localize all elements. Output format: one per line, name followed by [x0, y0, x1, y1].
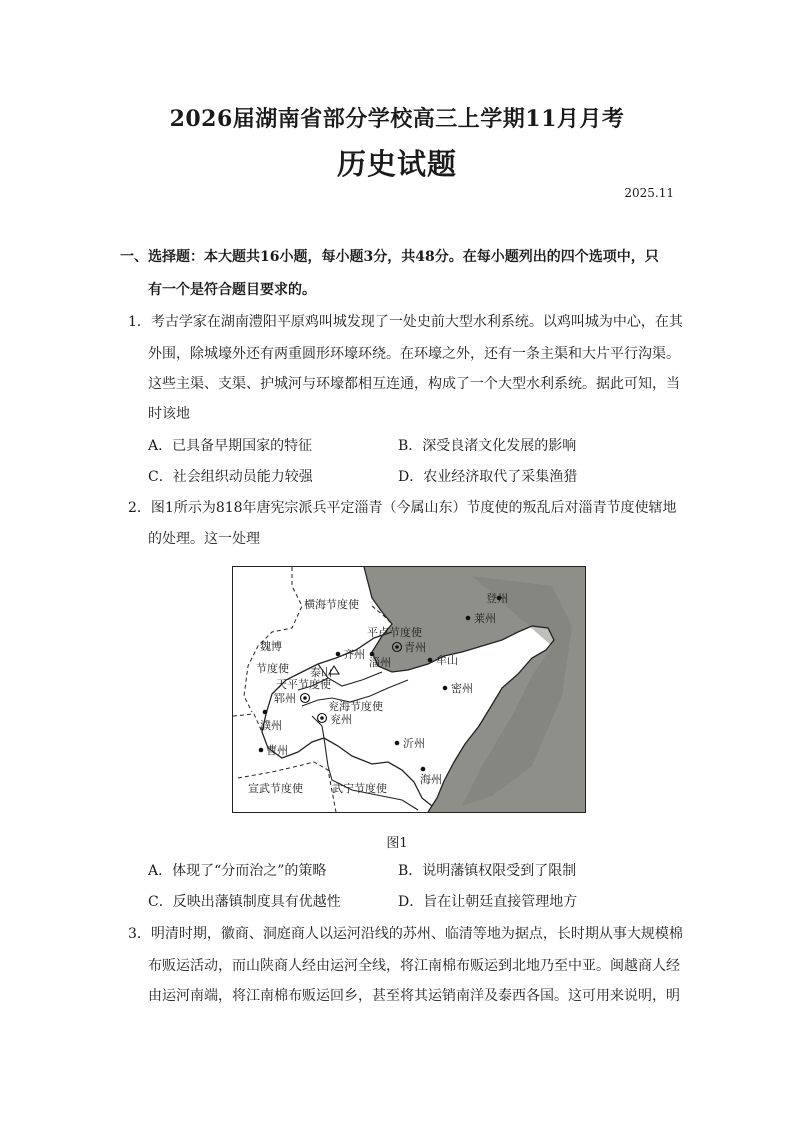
city-dot-yizhou	[395, 741, 400, 746]
question-1-option-b: B．深受良渚文化发展的影响	[398, 438, 577, 454]
map-svg	[232, 566, 586, 813]
label-yanzhou: 兖州	[330, 713, 352, 726]
question-1-option-d: D．农业经济取代了采集渔猎	[398, 469, 578, 485]
city-dot-mizhou	[443, 686, 448, 691]
figure-caption: 图1	[386, 836, 408, 851]
label-henghai: 横海节度使	[304, 598, 359, 611]
label-laizhou: 莱州	[474, 612, 496, 625]
label-yunzhou: 郓州	[274, 692, 296, 705]
question-3-line-1: 3．明清时期，徽商、洞庭商人以运河沿线的苏州、临清等地为据点，长时期从事大规模棉	[128, 926, 683, 942]
label-qizhou: 齐州	[343, 648, 365, 661]
question-2-option-d: D．旨在让朝廷直接管理地方	[398, 894, 578, 910]
question-1-line-4: 时该地	[148, 406, 190, 422]
label-haizhou: 海州	[420, 773, 442, 786]
label-mushan: 牟山	[436, 654, 458, 667]
question-1-option-c: C．社会组织动员能力较强	[148, 469, 313, 485]
label-weibo-1: 魏博	[260, 640, 282, 653]
question-2-option-b: B．说明藩镇权限受到了限制	[398, 863, 577, 879]
question-1-line-2: 外围，除城壕外还有两重圆形环壕环绕。在环壕之外，还有一条主渠和大片平行沟渠。	[148, 346, 680, 362]
label-caozhou: 曹州	[266, 744, 288, 757]
city-dot-yanzhou-inner	[320, 716, 324, 720]
label-dengzhou: 登州	[486, 592, 508, 605]
label-yanhai: 兖海节度使	[328, 700, 383, 713]
city-dot-caozhou	[259, 748, 264, 753]
city-dot-haizhou	[421, 767, 426, 772]
city-dot-yunzhou-inner	[303, 696, 307, 700]
label-mizhou: 密州	[451, 682, 473, 695]
figure-1-map	[232, 566, 586, 813]
question-1-option-a: A．已具备早期国家的特征	[148, 438, 313, 454]
label-wuning: 武宁节度使	[332, 782, 387, 795]
label-zizhou: 淄州	[369, 656, 391, 669]
label-qingzhou: 青州	[404, 641, 426, 654]
label-puzhou: 濮州	[260, 719, 282, 732]
label-xuanwu: 宣武节度使	[248, 782, 303, 795]
city-dot-laizhou	[466, 616, 471, 621]
question-1-line-1: 1．考古学家在湖南澧阳平原鸡叫城发现了一处史前大型水利系统。以鸡叫城为中心，在其	[128, 314, 683, 330]
label-weibo-2: 节度使	[256, 662, 289, 675]
section-heading-line-2: 有一个是符合题目要求的。	[148, 282, 316, 298]
city-dot-puzhou	[263, 710, 268, 715]
city-dot-qingzhou-inner	[395, 645, 399, 649]
city-dot-qizhou	[336, 652, 341, 657]
question-2-option-c: C．反映出藩镇制度具有优越性	[148, 894, 341, 910]
exam-subtitle: 历史试题	[336, 147, 457, 181]
city-dot-mushan	[428, 658, 433, 663]
label-taishan: 泰山	[310, 666, 332, 679]
question-2-line-1: 2．图1所示为818年唐宪宗派兵平定淄青（今属山东）节度使的叛乱后对淄青节度使辖地	[128, 500, 677, 516]
label-tianping: 天平节度使	[276, 678, 331, 691]
question-3-line-3: 由运河南端，将江南棉布贩运回乡，甚至将其运销南洋及泰西各国。这可用来说明，明	[148, 988, 680, 1004]
question-2-option-a: A．体现了“分而治之”的策略	[148, 863, 327, 879]
exam-title: 2026届湖南省部分学校高三上学期11月月考	[169, 106, 625, 132]
question-1-line-3: 这些主渠、支渠、护城河与环壕都相互连通，构成了一个大型水利系统。据此可知，当	[148, 376, 680, 392]
question-3-line-2: 布贩运活动，而山陕商人经由运河全线，将江南棉布贩运到北地乃至中亚。闽越商人经	[148, 958, 680, 974]
label-pinglu: 平卢节度使	[367, 626, 422, 639]
question-2-line-2: 的处理。这一处理	[148, 531, 260, 547]
exam-date: 2025.11	[624, 186, 674, 200]
label-yizhou: 沂州	[403, 737, 425, 750]
section-heading-line-1: 一、选择题：本大题共16小题，每小题3分，共48分。在每小题列出的四个选项中，只	[120, 249, 659, 265]
